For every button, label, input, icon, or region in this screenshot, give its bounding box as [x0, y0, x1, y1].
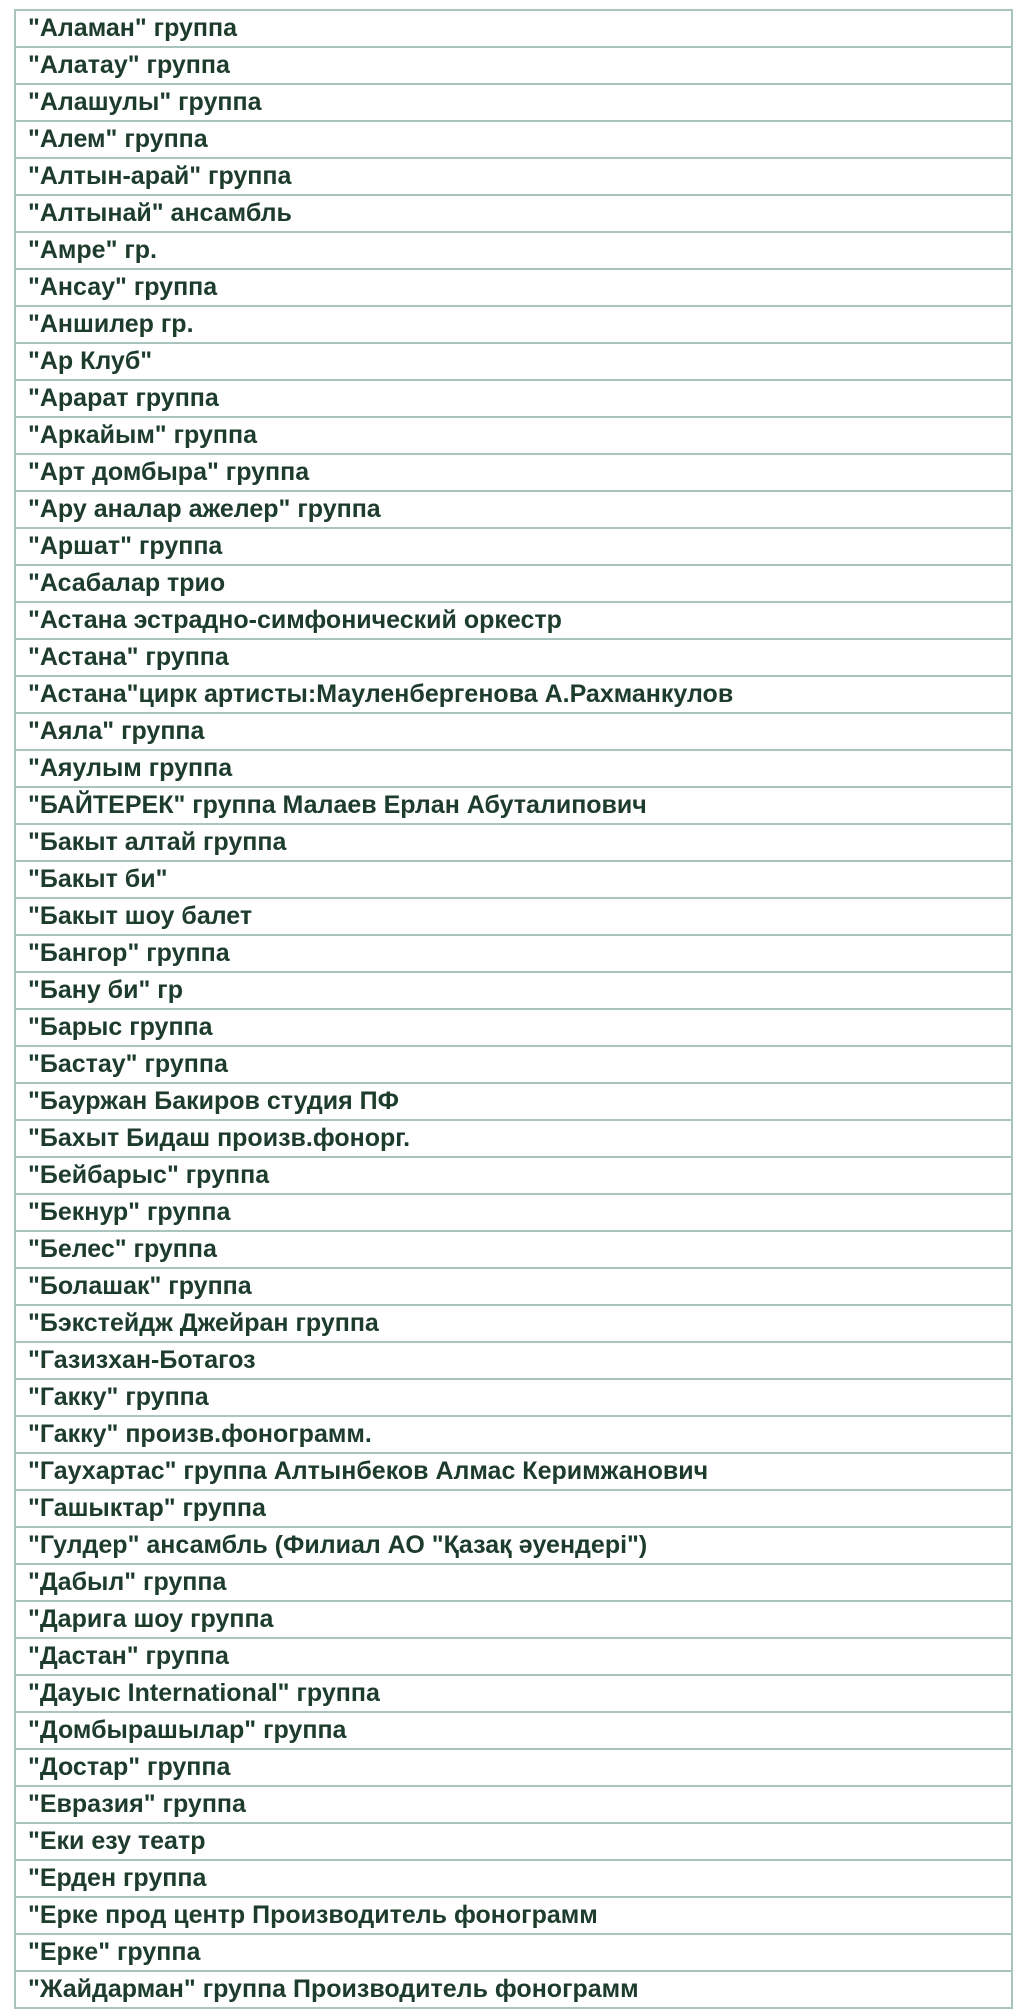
row-text-cell: "Алтынай" ансамбль — [15, 195, 1012, 232]
table-row — [15, 1120, 1012, 1157]
row-text-cell: "Газизхан-Ботагоз — [15, 1342, 1012, 1379]
row-text-cell: "Гакку" произв.фонограмм. — [15, 1416, 1012, 1453]
table-row — [15, 454, 1012, 491]
table-row — [15, 1564, 1012, 1601]
row-text-cell: "Алтын-арай" группа — [15, 158, 1012, 195]
table-row — [15, 861, 1012, 898]
row-text-cell: "Аламан" группа — [15, 10, 1012, 47]
table-row — [15, 824, 1012, 861]
row-text-cell: "Астана"цирк артисты:Мауленбергенова А.Рахманкулов — [15, 676, 1012, 713]
row-text-cell: "Гулдер" ансамбль (Филиал АО "Қазақ әуендері") — [15, 1527, 1012, 1564]
artist-list-body — [15, 10, 1012, 2008]
table-row — [15, 713, 1012, 750]
table-row — [15, 787, 1012, 824]
table-row — [15, 306, 1012, 343]
row-text-cell: "Бакыт би" — [15, 861, 1012, 898]
table-row — [15, 417, 1012, 454]
table-row — [15, 972, 1012, 1009]
row-text-cell: "Алатау" группа — [15, 47, 1012, 84]
table-row — [15, 1009, 1012, 1046]
row-text-cell: "Еки езу театр — [15, 1823, 1012, 1860]
row-text-cell: "Алашулы" группа — [15, 84, 1012, 121]
table-row — [15, 1416, 1012, 1453]
table-row — [15, 1342, 1012, 1379]
table-row — [15, 1157, 1012, 1194]
row-text-cell: "Бакыт шоу балет — [15, 898, 1012, 935]
table-row — [15, 1786, 1012, 1823]
row-text-cell: "Достар" группа — [15, 1749, 1012, 1786]
row-text-cell: "Бэкстейдж Джейран группа — [15, 1305, 1012, 1342]
table-row — [15, 565, 1012, 602]
row-text-cell: "Арт домбыра" группа — [15, 454, 1012, 491]
row-text-cell: "Бауржан Бакиров студия ПФ — [15, 1083, 1012, 1120]
table-row — [15, 750, 1012, 787]
row-text-cell: "Аяла" группа — [15, 713, 1012, 750]
table-row — [15, 1934, 1012, 1971]
table-row — [15, 1379, 1012, 1416]
row-text-cell: "Ару аналар ажелер" группа — [15, 491, 1012, 528]
row-text-cell: "Аршат" группа — [15, 528, 1012, 565]
row-text-cell: "Гаухартас" группа Алтынбеков Алмас Керимжанович — [15, 1453, 1012, 1490]
row-text-cell: "БАЙТЕРЕК" группа Малаев Ерлан Абуталипович — [15, 787, 1012, 824]
table-row — [15, 269, 1012, 306]
table-row — [15, 898, 1012, 935]
table-row — [15, 195, 1012, 232]
table-row — [15, 1675, 1012, 1712]
table-row — [15, 1971, 1012, 2008]
row-text-cell: "Бангор" группа — [15, 935, 1012, 972]
row-text-cell: "Бейбарыс" группа — [15, 1157, 1012, 1194]
row-text-cell: "Ерке прод центр Производитель фонограмм — [15, 1897, 1012, 1934]
row-text-cell: "Асабалар трио — [15, 565, 1012, 602]
row-text-cell: "Гакку" группа — [15, 1379, 1012, 1416]
table-row — [15, 1712, 1012, 1749]
row-text-cell: "Астана эстрадно-симфонический оркестр — [15, 602, 1012, 639]
table-row — [15, 1046, 1012, 1083]
row-text-cell: "Дарига шоу группа — [15, 1601, 1012, 1638]
table-row — [15, 47, 1012, 84]
table-row — [15, 232, 1012, 269]
row-text-cell: "Ансау" группа — [15, 269, 1012, 306]
table-row — [15, 1453, 1012, 1490]
row-text-cell: "Арарат группа — [15, 380, 1012, 417]
table-row — [15, 1601, 1012, 1638]
table-row — [15, 1860, 1012, 1897]
row-text-cell: "Бахыт Бидаш произв.фонорг. — [15, 1120, 1012, 1157]
table-row — [15, 528, 1012, 565]
row-text-cell: "Домбырашылар" группа — [15, 1712, 1012, 1749]
row-text-cell: "Аркайым" группа — [15, 417, 1012, 454]
row-text-cell: "Амре" гр. — [15, 232, 1012, 269]
table-row — [15, 491, 1012, 528]
table-row — [15, 1083, 1012, 1120]
table-row — [15, 158, 1012, 195]
table-row — [15, 602, 1012, 639]
row-text-cell: "Дауыс International" группа — [15, 1675, 1012, 1712]
row-text-cell: "Евразия" группа — [15, 1786, 1012, 1823]
table-row — [15, 676, 1012, 713]
table-row — [15, 1268, 1012, 1305]
table-row — [15, 1527, 1012, 1564]
row-text-cell: "Бакыт алтай группа — [15, 824, 1012, 861]
row-text-cell: "Бастау" группа — [15, 1046, 1012, 1083]
table-row — [15, 380, 1012, 417]
table-row — [15, 1638, 1012, 1675]
row-text-cell: "Бекнур" группа — [15, 1194, 1012, 1231]
table-row — [15, 1897, 1012, 1934]
table-row — [15, 343, 1012, 380]
table-row — [15, 121, 1012, 158]
row-text-cell: "Дабыл" группа — [15, 1564, 1012, 1601]
table-row — [15, 1194, 1012, 1231]
table-row — [15, 1749, 1012, 1786]
row-text-cell: "Ерден группа — [15, 1860, 1012, 1897]
row-text-cell: "Астана" группа — [15, 639, 1012, 676]
table-row — [15, 1231, 1012, 1268]
table-row — [15, 10, 1012, 47]
artist-list-table — [14, 9, 1013, 2009]
row-text-cell: "Дастан" группа — [15, 1638, 1012, 1675]
table-row — [15, 1823, 1012, 1860]
table-row — [15, 639, 1012, 676]
row-text-cell: "Бану би" гр — [15, 972, 1012, 1009]
row-text-cell: "Гашыктар" группа — [15, 1490, 1012, 1527]
row-text-cell: "Жайдарман" группа Производитель фонограмм — [15, 1971, 1012, 2008]
table-row — [15, 1490, 1012, 1527]
row-text-cell: "Аншилер гр. — [15, 306, 1012, 343]
row-text-cell: "Ерке" группа — [15, 1934, 1012, 1971]
row-text-cell: "Болашак" группа — [15, 1268, 1012, 1305]
row-text-cell: "Аяулым группа — [15, 750, 1012, 787]
table-row — [15, 1305, 1012, 1342]
row-text-cell: "Барыс группа — [15, 1009, 1012, 1046]
table-row — [15, 84, 1012, 121]
row-text-cell: "Ар Клуб" — [15, 343, 1012, 380]
row-text-cell: "Алем" группа — [15, 121, 1012, 158]
row-text-cell: "Белес" группа — [15, 1231, 1012, 1268]
table-row — [15, 935, 1012, 972]
